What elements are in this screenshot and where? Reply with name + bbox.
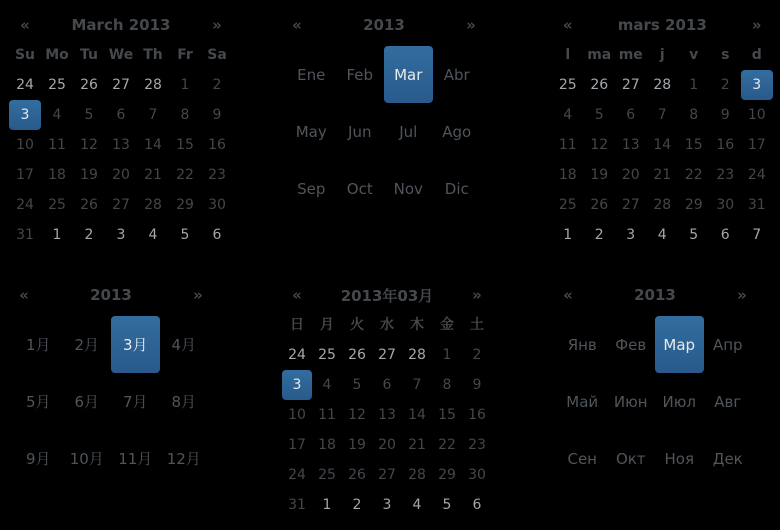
day-cell[interactable]: 6: [212, 227, 222, 243]
day-cell[interactable]: 24: [288, 347, 306, 363]
day-cell[interactable]: 19: [348, 437, 366, 453]
month-cell[interactable]: Dic: [444, 179, 469, 198]
day-cell[interactable]: 5: [442, 497, 452, 513]
day-cell[interactable]: 27: [112, 197, 130, 213]
day-cell[interactable]: 4: [657, 227, 667, 243]
month-grid: [287, 46, 481, 217]
day-cell[interactable]: 12: [80, 137, 98, 153]
day-cell[interactable]: 14: [653, 137, 672, 153]
day-cell[interactable]: 28: [653, 197, 672, 213]
day-cell[interactable]: 1: [689, 77, 699, 93]
month-cell[interactable]: 6月: [74, 393, 100, 411]
datepicker-es: [287, 10, 481, 217]
day-cell[interactable]: 24: [288, 467, 306, 483]
day-cell[interactable]: 16: [716, 137, 735, 153]
day-cell[interactable]: 25: [48, 77, 66, 93]
calendar-header: [287, 10, 481, 40]
month-cell[interactable]: Дек: [712, 449, 743, 468]
day-cell[interactable]: 25: [48, 197, 66, 213]
day-cell-selected[interactable]: 3: [282, 370, 312, 400]
day-cell[interactable]: 27: [378, 467, 396, 483]
prev-arrow-icon[interactable]: «: [20, 16, 30, 34]
month-cell[interactable]: Ago: [442, 122, 472, 141]
day-cell[interactable]: 28: [653, 77, 672, 93]
month-cell[interactable]: Май: [566, 392, 599, 411]
day-cell[interactable]: 25: [558, 77, 577, 93]
calendar-title[interactable]: 2013: [363, 16, 405, 34]
month-cell[interactable]: Abr: [443, 65, 470, 84]
day-cell[interactable]: 13: [621, 137, 640, 153]
day-cell[interactable]: 26: [80, 197, 98, 213]
month-cell[interactable]: 9月: [25, 450, 51, 468]
weekday-label: 木: [410, 317, 424, 333]
weekday-label: Fr: [177, 47, 193, 63]
day-cell[interactable]: 5: [689, 227, 699, 243]
day-cell[interactable]: 19: [590, 167, 609, 183]
next-arrow-icon[interactable]: »: [466, 16, 476, 34]
day-cell[interactable]: 20: [112, 167, 130, 183]
day-cell[interactable]: 26: [348, 347, 366, 363]
day-cell[interactable]: 27: [621, 77, 640, 93]
weekday-label: Sa: [207, 47, 227, 63]
day-cell[interactable]: 26: [590, 197, 609, 213]
weekday-label: 水: [380, 317, 394, 333]
day-cell[interactable]: 18: [318, 437, 336, 453]
day-cell[interactable]: 1: [322, 497, 332, 513]
weekday-label: l: [565, 47, 571, 63]
month-grid: [558, 316, 752, 487]
month-cell[interactable]: Nov: [393, 179, 423, 198]
day-cell[interactable]: 1: [442, 347, 452, 363]
day-cell[interactable]: 22: [438, 437, 456, 453]
datepicker-fr: [552, 10, 773, 250]
month-cell[interactable]: 11月: [118, 450, 153, 468]
month-cell[interactable]: 12月: [166, 450, 201, 468]
day-cell[interactable]: 24: [16, 77, 34, 93]
weekday-label: v: [689, 47, 699, 63]
day-cell[interactable]: 3: [382, 497, 392, 513]
prev-arrow-icon[interactable]: «: [292, 16, 302, 34]
weekday-label: 金: [440, 317, 454, 333]
day-cell[interactable]: 31: [747, 197, 766, 213]
weekday-label: s: [721, 47, 730, 63]
day-cell[interactable]: 25: [318, 347, 336, 363]
day-cell[interactable]: 4: [322, 377, 332, 393]
prev-arrow-icon[interactable]: «: [563, 286, 573, 304]
day-cell[interactable]: 16: [468, 407, 486, 423]
day-cell[interactable]: 21: [144, 167, 162, 183]
month-cell[interactable]: Июл: [662, 392, 696, 411]
month-cell[interactable]: Jun: [348, 122, 372, 141]
month-cell[interactable]: Авг: [714, 392, 742, 411]
month-cell[interactable]: 5月: [25, 393, 51, 411]
day-grid: [9, 40, 233, 250]
calendar-title[interactable]: 2013: [634, 286, 676, 304]
month-cell[interactable]: Фев: [615, 335, 647, 354]
day-cell[interactable]: 27: [112, 77, 130, 93]
day-cell[interactable]: 7: [412, 377, 422, 393]
day-cell[interactable]: 28: [408, 347, 426, 363]
weekday-label: d: [751, 47, 762, 63]
day-cell[interactable]: 21: [653, 167, 672, 183]
day-cell[interactable]: 26: [80, 77, 98, 93]
month-cell[interactable]: 8月: [171, 393, 197, 411]
month-cell[interactable]: Ene: [297, 65, 326, 84]
month-cell[interactable]: Oct: [346, 179, 373, 198]
day-grid: [552, 40, 773, 250]
day-cell[interactable]: 22: [176, 167, 194, 183]
month-grid: [14, 316, 208, 487]
day-cell[interactable]: 11: [318, 407, 336, 423]
day-cell[interactable]: 2: [594, 227, 604, 243]
day-cell[interactable]: 8: [689, 107, 699, 123]
day-cell[interactable]: 7: [657, 107, 667, 123]
day-cell[interactable]: 24: [16, 197, 34, 213]
day-cell[interactable]: 17: [747, 137, 766, 153]
month-cell[interactable]: Ноя: [664, 449, 694, 468]
day-cell[interactable]: 25: [558, 197, 577, 213]
day-cell[interactable]: 16: [208, 137, 226, 153]
weekday-label: We: [108, 47, 134, 63]
day-cell[interactable]: 8: [442, 377, 452, 393]
day-cell[interactable]: 1: [180, 77, 190, 93]
day-cell[interactable]: 5: [84, 107, 94, 123]
month-cell[interactable]: May: [295, 122, 327, 141]
day-cell[interactable]: 28: [144, 197, 162, 213]
day-cell[interactable]: 6: [472, 497, 482, 513]
day-cell[interactable]: 18: [48, 167, 66, 183]
calendar-header: [558, 280, 752, 310]
next-arrow-icon[interactable]: »: [193, 286, 203, 304]
day-cell[interactable]: 21: [408, 437, 426, 453]
day-cell[interactable]: 17: [288, 437, 306, 453]
day-cell[interactable]: 5: [594, 107, 604, 123]
month-cell[interactable]: Sep: [297, 179, 326, 198]
day-cell-selected[interactable]: 3: [741, 70, 773, 100]
day-cell[interactable]: 19: [80, 167, 98, 183]
month-cell[interactable]: 2月: [74, 336, 100, 354]
month-cell[interactable]: 7月: [122, 393, 148, 411]
datepicker-ru: [558, 280, 752, 487]
day-grid: [282, 310, 492, 520]
day-cell[interactable]: 8: [180, 107, 190, 123]
datepicker-en: [9, 10, 233, 250]
day-cell[interactable]: 15: [438, 407, 456, 423]
day-cell[interactable]: 9: [212, 107, 222, 123]
day-cell[interactable]: 2: [720, 77, 730, 93]
day-cell[interactable]: 7: [148, 107, 158, 123]
weekday-label: 火: [350, 317, 364, 333]
day-cell[interactable]: 25: [318, 467, 336, 483]
day-cell[interactable]: 13: [112, 137, 130, 153]
calendar-title[interactable]: March 2013: [71, 16, 171, 34]
day-cell[interactable]: 10: [288, 407, 306, 423]
day-cell[interactable]: 18: [558, 167, 577, 183]
day-cell[interactable]: 2: [212, 77, 222, 93]
day-cell[interactable]: 29: [438, 467, 456, 483]
day-cell[interactable]: 4: [52, 107, 62, 123]
weekday-label: Mo: [45, 47, 69, 63]
day-cell[interactable]: 27: [621, 197, 640, 213]
weekday-label: Th: [143, 47, 163, 63]
day-cell[interactable]: 3: [116, 227, 126, 243]
month-cell-selected[interactable]: Мар: [655, 316, 704, 373]
day-cell[interactable]: 1: [52, 227, 62, 243]
day-cell[interactable]: 23: [468, 437, 486, 453]
month-cell-selected[interactable]: Mar: [384, 46, 433, 103]
calendar-header: [9, 10, 233, 40]
weekday-label: 日: [290, 317, 304, 333]
next-arrow-icon[interactable]: »: [737, 286, 747, 304]
day-cell[interactable]: 31: [16, 227, 34, 243]
day-cell[interactable]: 7: [752, 227, 762, 243]
calendar-header: [552, 10, 773, 40]
day-cell[interactable]: 26: [348, 467, 366, 483]
day-cell[interactable]: 5: [352, 377, 362, 393]
day-cell[interactable]: 26: [590, 77, 609, 93]
day-cell[interactable]: 28: [144, 77, 162, 93]
next-arrow-icon[interactable]: »: [212, 16, 222, 34]
calendar-header: [282, 280, 492, 310]
next-arrow-icon[interactable]: »: [751, 16, 762, 34]
day-cell[interactable]: 10: [747, 107, 766, 123]
day-cell[interactable]: 27: [378, 347, 396, 363]
day-cell[interactable]: 11: [48, 137, 66, 153]
month-cell[interactable]: Июн: [613, 392, 648, 411]
day-cell[interactable]: 23: [716, 167, 735, 183]
day-cell[interactable]: 23: [208, 167, 226, 183]
day-cell[interactable]: 13: [378, 407, 396, 423]
day-cell[interactable]: 5: [180, 227, 190, 243]
month-cell[interactable]: 4月: [171, 336, 197, 354]
month-cell[interactable]: Янв: [567, 335, 597, 354]
day-cell[interactable]: 14: [408, 407, 426, 423]
datepicker-zh: [14, 280, 208, 487]
day-cell[interactable]: 15: [684, 137, 703, 153]
day-cell[interactable]: 30: [716, 197, 735, 213]
weekday-label: me: [618, 47, 643, 63]
day-cell[interactable]: 20: [621, 167, 640, 183]
day-cell[interactable]: 20: [378, 437, 396, 453]
day-cell[interactable]: 24: [747, 167, 766, 183]
day-cell[interactable]: 28: [408, 467, 426, 483]
month-cell[interactable]: Окт: [615, 449, 646, 468]
weekday-label: j: [659, 47, 665, 63]
month-cell[interactable]: 10月: [69, 450, 104, 468]
day-cell[interactable]: 3: [626, 227, 636, 243]
day-cell[interactable]: 1: [563, 227, 573, 243]
calendar-title[interactable]: 2013年03月: [340, 286, 434, 305]
day-cell[interactable]: 22: [684, 167, 703, 183]
day-cell[interactable]: 29: [684, 197, 703, 213]
day-cell[interactable]: 10: [16, 137, 34, 153]
day-cell[interactable]: 17: [16, 167, 34, 183]
day-cell-selected[interactable]: 3: [9, 100, 41, 130]
day-cell[interactable]: 15: [176, 137, 194, 153]
calendar-title[interactable]: 2013: [90, 286, 132, 304]
day-cell[interactable]: 9: [472, 377, 482, 393]
calendar-header: [14, 280, 208, 310]
month-cell[interactable]: Апр: [712, 335, 743, 354]
day-cell[interactable]: 6: [720, 227, 730, 243]
calendar-title[interactable]: mars 2013: [617, 16, 707, 34]
day-cell[interactable]: 30: [468, 467, 486, 483]
day-cell[interactable]: 4: [412, 497, 422, 513]
month-cell[interactable]: Feb: [346, 65, 374, 84]
day-cell[interactable]: 9: [720, 107, 730, 123]
day-cell[interactable]: 6: [382, 377, 392, 393]
next-arrow-icon[interactable]: »: [472, 286, 482, 304]
prev-arrow-icon[interactable]: «: [562, 16, 573, 34]
weekday-label: Su: [14, 47, 36, 63]
day-cell[interactable]: 2: [84, 227, 94, 243]
day-cell[interactable]: 4: [148, 227, 158, 243]
day-cell[interactable]: 6: [116, 107, 126, 123]
day-cell[interactable]: 12: [348, 407, 366, 423]
day-cell[interactable]: 29: [176, 197, 194, 213]
day-cell[interactable]: 2: [472, 347, 482, 363]
weekday-label: 土: [470, 317, 484, 333]
month-cell[interactable]: Сен: [567, 449, 597, 468]
day-cell[interactable]: 30: [208, 197, 226, 213]
day-cell[interactable]: 12: [590, 137, 609, 153]
day-cell[interactable]: 6: [626, 107, 636, 123]
day-cell[interactable]: 4: [563, 107, 573, 123]
prev-arrow-icon[interactable]: «: [292, 286, 302, 304]
month-cell-selected[interactable]: 3月: [111, 316, 160, 373]
weekday-label: ma: [587, 47, 612, 63]
datepicker-ja: [282, 280, 492, 520]
day-cell[interactable]: 14: [144, 137, 162, 153]
month-cell[interactable]: 1月: [25, 336, 51, 354]
day-cell[interactable]: 2: [352, 497, 362, 513]
day-cell[interactable]: 31: [288, 497, 306, 513]
month-cell[interactable]: Jul: [399, 122, 418, 141]
prev-arrow-icon[interactable]: «: [19, 286, 29, 304]
day-cell[interactable]: 11: [558, 137, 577, 153]
weekday-label: Tu: [80, 47, 98, 63]
weekday-label: 月: [320, 317, 334, 333]
